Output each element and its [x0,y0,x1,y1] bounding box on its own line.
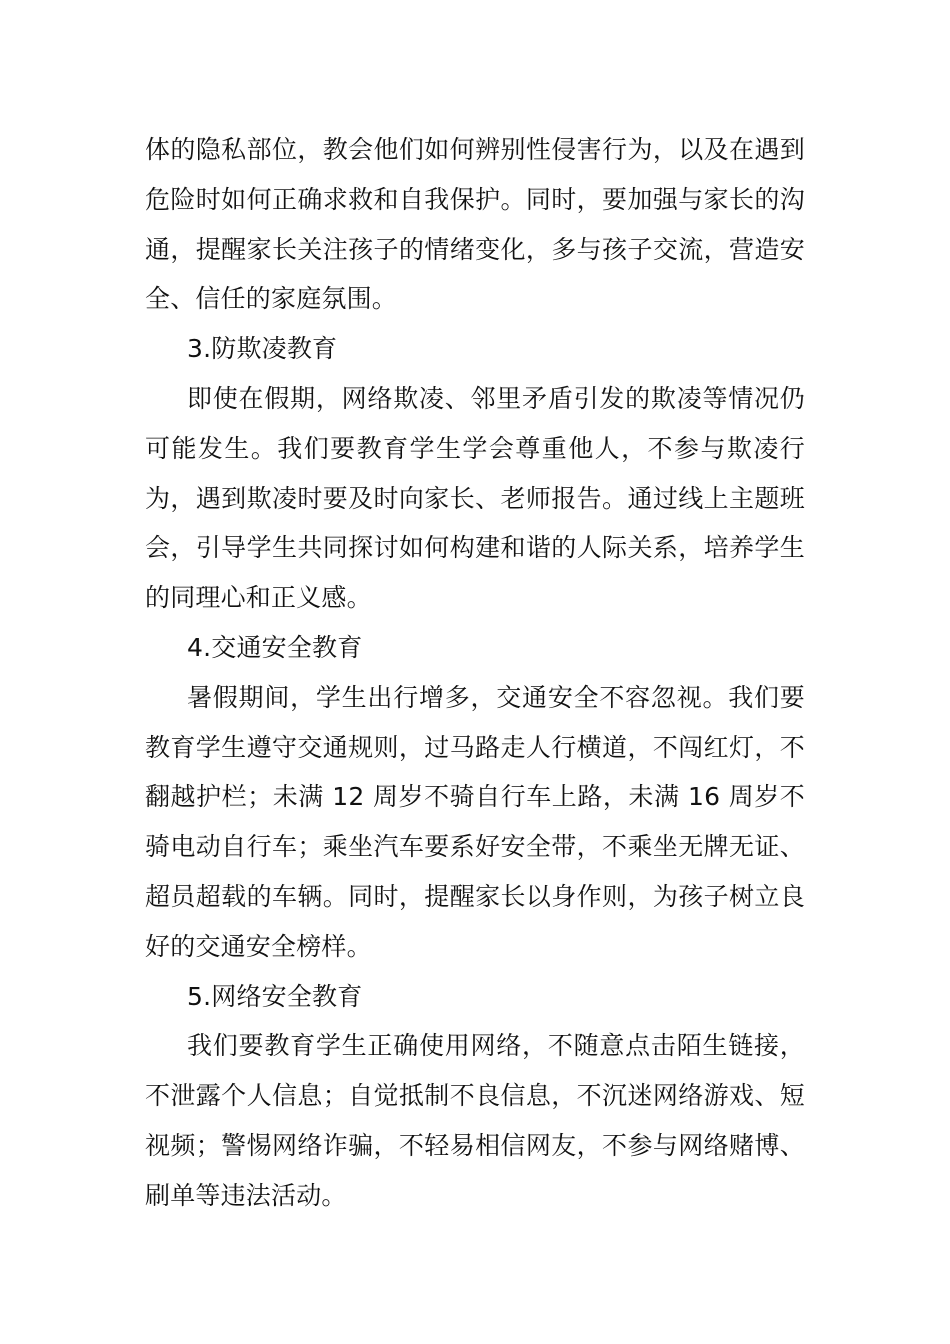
body-paragraph-anti-bullying: 即使在假期，网络欺凌、邻里矛盾引发的欺凌等情况仍可能发生。我们要教育学生学会尊重他人，不参与欺凌行为，遇到欺凌时要及时向家长、老师报告。通过线上主题班会，引导学生共同探讨如何构建和谐的人际关系，培养学生的同理心和正义感。 [145,383,805,613]
body-paragraph-network-safety: 我们要教育学生正确使用网络，不随意点击陌生链接，不泄露个人信息；自觉抵制不良信息，不沉迷网络游戏、短视频；警惕网络诈骗，不轻易相信网友，不参与网络赌博、刷单等违法活动。 [145,1031,805,1210]
body-paragraph-continued: 体的隐私部位，教会他们如何辨别性侵害行为，以及在遇到危险时如何正确求救和自我保护。同时，要加强与家长的沟通，提醒家长关注孩子的情绪变化，多与孩子交流，营造安全、信任的家庭氛围。 [145,135,805,314]
section-heading-network-safety: 5.网络安全教育 [187,981,363,1011]
body-paragraph-traffic-safety: 暑假期间，学生出行增多，交通安全不容忽视。我们要教育学生遵守交通规则，过马路走人行横道，不闯红灯，不翻越护栏；未满 12 周岁不骑自行车上路，未满 16 周岁不骑电动自行车；乘坐汽车要系好安全带，不乘坐无牌无证、超员超载的车辆。同时，提醒家长以身作则，为孩子树立良好的交通安全榜样。 [145,682,805,961]
section-heading-traffic-safety: 4.交通安全教育 [187,632,363,662]
document-body [145,125,805,1221]
section-heading-anti-bullying: 3.防欺凌教育 [187,334,338,364]
